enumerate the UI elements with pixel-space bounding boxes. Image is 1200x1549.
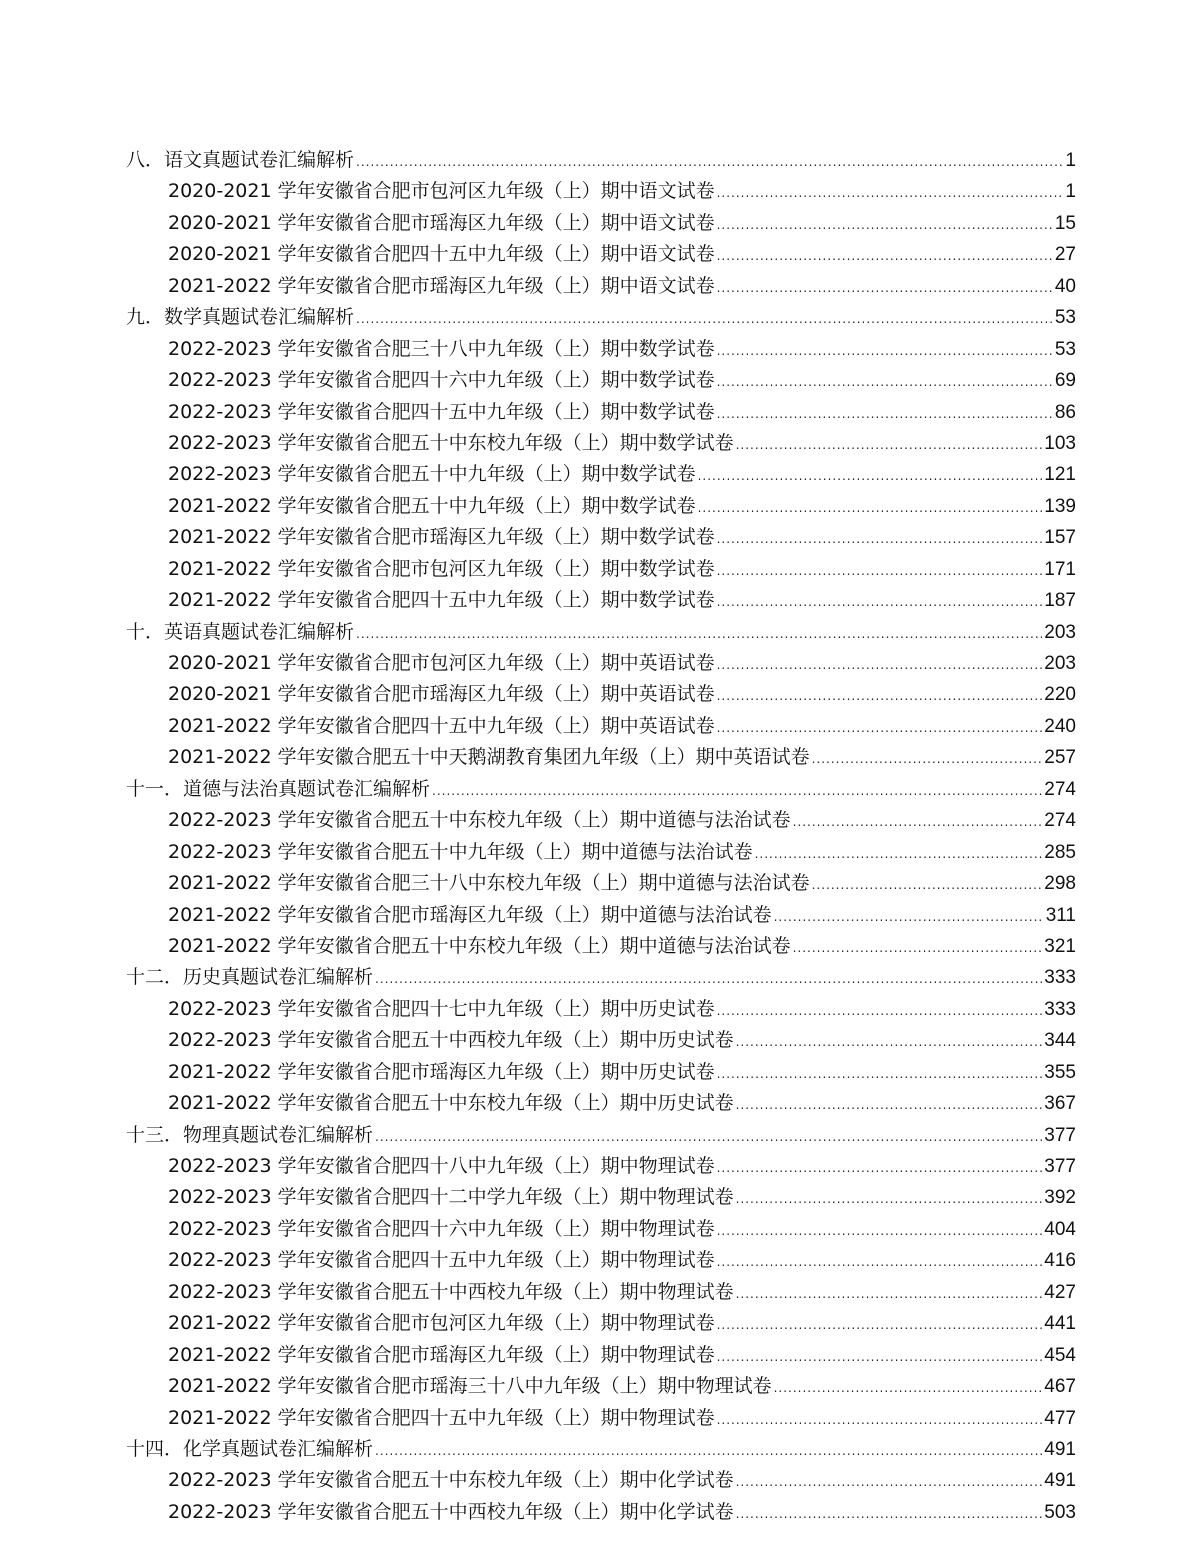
dot-leader	[356, 147, 1063, 178]
toc-section-heading[interactable]	[126, 1434, 1076, 1465]
toc-entry-title: 2022-2023 学年安徽省合肥五十中西校九年级（上）期中化学试卷	[168, 1500, 734, 1523]
toc-page-number: 274	[1044, 778, 1076, 800]
toc-entry-title: 2021-2022 学年安徽省合肥四十五中九年级（上）期中数学试卷	[168, 589, 715, 612]
toc-entry-title: 2022-2023 学年安徽省合肥四十七中九年级（上）期中历史试卷	[168, 997, 715, 1020]
dot-leader	[717, 587, 1043, 618]
toc-entry-title: 2021-2022 学年安徽省合肥市包河区九年级（上）期中物理试卷	[168, 1312, 715, 1335]
toc-entry[interactable]	[126, 1151, 1076, 1182]
dot-leader	[755, 839, 1043, 870]
toc-section-heading[interactable]	[126, 145, 1076, 176]
toc-entry-title: 2021-2022 学年安徽省合肥市瑶海区九年级（上）期中道德与法治试卷	[168, 903, 772, 926]
toc-page-number: 491	[1044, 1438, 1076, 1460]
dot-leader	[375, 1122, 1042, 1153]
toc-entry[interactable]	[126, 491, 1076, 522]
toc-page-number: 404	[1044, 1218, 1076, 1240]
dot-leader	[793, 807, 1043, 838]
dot-leader	[356, 619, 1042, 650]
dot-leader	[698, 493, 1043, 524]
toc-entry[interactable]	[126, 554, 1076, 585]
toc-entry-title: 2022-2023 学年安徽省合肥四十六中九年级（上）期中数学试卷	[168, 369, 715, 392]
toc-page-number: 220	[1044, 684, 1076, 706]
toc-entry[interactable]	[126, 1057, 1076, 1088]
toc-page-number: 467	[1044, 1376, 1076, 1398]
dot-leader	[736, 1027, 1043, 1058]
table-of-contents	[126, 145, 1076, 1528]
toc-entry-title: 2020-2021 学年安徽省合肥市包河区九年级（上）期中英语试卷	[168, 652, 715, 674]
toc-entry[interactable]	[126, 711, 1076, 742]
dot-leader	[717, 1310, 1043, 1341]
dot-leader	[812, 744, 1043, 775]
toc-entry-title: 2021-2022 学年安徽省合肥三十八中东校九年级（上）期中道德与法治试卷	[168, 872, 810, 895]
toc-entry[interactable]	[126, 428, 1076, 459]
dot-leader	[717, 1342, 1043, 1373]
toc-page-number: 285	[1044, 841, 1076, 863]
dot-leader	[736, 1184, 1043, 1215]
dot-leader	[698, 461, 1043, 492]
toc-entry-title: 2021-2022 学年安徽省合肥四十五中九年级（上）期中物理试卷	[168, 1406, 715, 1429]
toc-page-number: 257	[1044, 747, 1076, 769]
toc-entry-title: 2022-2023 学年安徽省合肥五十中九年级（上）期中数学试卷	[168, 463, 696, 486]
toc-entry[interactable]	[126, 1497, 1076, 1528]
dot-leader	[717, 336, 1053, 367]
dot-leader	[812, 870, 1043, 901]
toc-page-number: 203	[1044, 621, 1076, 643]
dot-leader	[717, 713, 1043, 744]
toc-entry-title: 十三．物理真题试卷汇编解析	[126, 1123, 374, 1146]
toc-entry[interactable]	[126, 334, 1076, 365]
toc-page-number: 377	[1044, 1124, 1076, 1146]
toc-page-number: 274	[1044, 810, 1076, 832]
toc-entry-title: 2022-2023 学年安徽省合肥四十六中九年级（上）期中物理试卷	[168, 1217, 715, 1240]
toc-page-number: 367	[1044, 1093, 1076, 1115]
toc-entry-title: 2022-2023 学年安徽省合肥四十五中九年级（上）期中物理试卷	[168, 1249, 715, 1272]
toc-entry-title: 2021-2022 学年安徽省合肥四十五中九年级（上）期中英语试卷	[168, 714, 715, 737]
toc-entry-title: 2022-2023 学年安徽省合肥三十八中九年级（上）期中数学试卷	[168, 337, 715, 360]
toc-entry[interactable]	[126, 271, 1076, 302]
toc-entry-title: 2022-2023 学年安徽省合肥四十五中九年级（上）期中数学试卷	[168, 400, 715, 423]
toc-entry-title: 2021-2022 学年安徽省合肥市瑶海三十八中九年级（上）期中物理试卷	[168, 1375, 772, 1398]
toc-page-number: 27	[1054, 244, 1076, 266]
toc-entry[interactable]	[126, 868, 1076, 899]
dot-leader	[736, 1279, 1043, 1310]
dot-leader	[717, 273, 1053, 304]
dot-leader	[717, 241, 1053, 272]
toc-page-number: 15	[1054, 212, 1076, 234]
dot-leader	[717, 1153, 1043, 1184]
toc-entry[interactable]	[126, 1245, 1076, 1276]
toc-entry-title: 十．英语真题试卷汇编解析	[126, 620, 355, 643]
toc-entry[interactable]	[126, 1340, 1076, 1371]
toc-entry-title: 2022-2023 学年安徽省合肥五十中九年级（上）期中道德与法治试卷	[168, 840, 753, 863]
toc-entry-title: 十二．历史真题试卷汇编解析	[126, 966, 374, 989]
toc-page-number: 139	[1044, 495, 1076, 517]
dot-leader	[717, 1405, 1043, 1436]
toc-entry[interactable]	[126, 459, 1076, 490]
dot-leader	[774, 902, 1044, 933]
toc-page-number: 454	[1044, 1344, 1076, 1366]
toc-page-number: 69	[1054, 370, 1076, 392]
dot-leader	[717, 996, 1043, 1027]
toc-page-number: 427	[1044, 1281, 1076, 1303]
toc-entry[interactable]	[126, 648, 1076, 679]
toc-entry-title: 2021-2022 学年安徽省合肥市包河区九年级（上）期中数学试卷	[168, 557, 715, 580]
dot-leader	[736, 1090, 1043, 1121]
toc-entry[interactable]	[126, 522, 1076, 553]
toc-entry[interactable]	[126, 805, 1076, 836]
toc-page-number: 441	[1044, 1313, 1076, 1335]
toc-entry-title: 2021-2022 学年安徽省合肥市瑶海区九年级（上）期中数学试卷	[168, 526, 715, 549]
dot-leader	[717, 399, 1053, 430]
toc-entry-title: 九．数学真题试卷汇编解析	[126, 306, 355, 329]
toc-entry-title: 十四．化学真题试卷汇编解析	[126, 1437, 374, 1460]
toc-entry[interactable]	[126, 742, 1076, 773]
toc-entry[interactable]	[126, 1025, 1076, 1056]
toc-entry[interactable]	[126, 931, 1076, 962]
toc-entry[interactable]	[126, 176, 1076, 207]
dot-leader	[717, 524, 1043, 555]
toc-entry-title: 2022-2023 学年安徽省合肥四十二中学九年级（上）期中物理试卷	[168, 1186, 734, 1209]
toc-page-number: 1	[1065, 150, 1076, 171]
toc-entry-title: 2020-2021 学年安徽省合肥市瑶海区九年级（上）期中英语试卷	[168, 683, 715, 706]
toc-entry[interactable]	[126, 900, 1076, 931]
toc-page-number: 1	[1065, 181, 1076, 203]
toc-entry[interactable]	[126, 837, 1076, 868]
toc-entry-title: 2020-2021 学年安徽省合肥市包河区九年级（上）期中语文试卷	[168, 180, 715, 203]
toc-entry-title: 八．语文真题试卷汇编解析	[126, 149, 355, 171]
toc-entry-title: 2021-2022 学年安徽省合肥市瑶海区九年级（上）期中语文试卷	[168, 274, 715, 297]
dot-leader	[717, 1059, 1043, 1090]
toc-entry[interactable]	[126, 397, 1076, 428]
toc-entry-title: 2021-2022 学年安徽省合肥市瑶海区九年级（上）期中历史试卷	[168, 1060, 715, 1083]
toc-page-number: 203	[1044, 653, 1076, 674]
toc-page-number: 53	[1054, 338, 1076, 360]
toc-page-number: 416	[1044, 1250, 1076, 1272]
toc-entry-title: 2021-2022 学年安徽省合肥五十中东校九年级（上）期中历史试卷	[168, 1092, 734, 1115]
toc-section-heading[interactable]	[126, 962, 1076, 993]
toc-entry[interactable]	[126, 1403, 1076, 1434]
dot-leader	[736, 1467, 1043, 1498]
toc-entry-title: 2020-2021 学年安徽省合肥四十五中九年级（上）期中语文试卷	[168, 243, 715, 266]
toc-page-number: 311	[1045, 904, 1076, 926]
dot-leader	[432, 776, 1042, 807]
toc-page-number: 333	[1044, 967, 1076, 989]
toc-entry-title: 2022-2023 学年安徽省合肥五十中东校九年级（上）期中道德与法治试卷	[168, 809, 791, 832]
toc-entry-title: 2021-2022 学年安徽省合肥五十中东校九年级（上）期中道德与法治试卷	[168, 934, 791, 957]
dot-leader	[774, 1373, 1043, 1404]
toc-section-heading[interactable]	[126, 1120, 1076, 1151]
toc-entry[interactable]	[126, 239, 1076, 270]
dot-leader	[717, 178, 1064, 209]
toc-page-number: 355	[1044, 1061, 1076, 1083]
toc-entry[interactable]	[126, 1214, 1076, 1245]
dot-leader	[717, 650, 1043, 681]
toc-entry-title: 十一．道德与法治真题试卷汇编解析	[126, 777, 431, 800]
dot-leader	[375, 1436, 1042, 1467]
toc-entry[interactable]	[126, 1371, 1076, 1402]
toc-entry[interactable]	[126, 1465, 1076, 1496]
dot-leader	[717, 556, 1043, 587]
dot-leader	[717, 210, 1053, 241]
toc-page-number: 171	[1044, 558, 1076, 580]
toc-entry-title: 2022-2023 学年安徽省合肥四十八中九年级（上）期中物理试卷	[168, 1155, 715, 1177]
dot-leader	[717, 1247, 1043, 1278]
toc-entry[interactable]	[126, 679, 1076, 710]
toc-page-number: 321	[1044, 935, 1076, 957]
toc-page-number: 121	[1044, 464, 1076, 486]
toc-page-number: 377	[1044, 1156, 1076, 1177]
dot-leader	[356, 304, 1053, 335]
toc-entry-title: 2022-2023 学年安徽省合肥五十中东校九年级（上）期中数学试卷	[168, 431, 734, 454]
toc-entry[interactable]	[126, 365, 1076, 396]
toc-entry-title: 2022-2023 学年安徽省合肥五十中西校九年级（上）期中历史试卷	[168, 1029, 734, 1052]
toc-page-number: 103	[1044, 432, 1076, 454]
dot-leader	[717, 681, 1043, 712]
toc-page-number: 157	[1044, 527, 1076, 549]
toc-entry-title: 2021-2022 学年安徽合肥五十中天鹅湖教育集团九年级（上）期中英语试卷	[168, 746, 810, 769]
toc-page-number: 53	[1054, 307, 1076, 329]
toc-entry[interactable]	[126, 1088, 1076, 1119]
dot-leader	[736, 1499, 1043, 1530]
toc-page-number: 333	[1044, 998, 1076, 1020]
toc-entry-title: 2020-2021 学年安徽省合肥市瑶海区九年级（上）期中语文试卷	[168, 211, 715, 234]
toc-page-number: 86	[1054, 401, 1076, 423]
toc-page-number: 187	[1044, 590, 1076, 612]
toc-section-heading[interactable]	[126, 302, 1076, 333]
toc-page-number: 298	[1044, 873, 1076, 895]
toc-entry[interactable]	[126, 1277, 1076, 1308]
toc-entry-title: 2022-2023 学年安徽省合肥五十中西校九年级（上）期中物理试卷	[168, 1280, 734, 1303]
toc-entry[interactable]	[126, 208, 1076, 239]
toc-page-number: 240	[1044, 715, 1076, 737]
toc-section-heading[interactable]	[126, 617, 1076, 648]
dot-leader	[793, 933, 1043, 964]
toc-page-number: 392	[1044, 1187, 1076, 1209]
dot-leader	[375, 964, 1042, 995]
dot-leader	[717, 367, 1053, 398]
toc-entry[interactable]	[126, 1308, 1076, 1339]
toc-entry-title: 2021-2022 学年安徽省合肥五十中九年级（上）期中数学试卷	[168, 494, 696, 517]
toc-page-number: 491	[1044, 1470, 1076, 1492]
toc-entry[interactable]	[126, 585, 1076, 616]
dot-leader	[736, 430, 1043, 461]
toc-page-number: 344	[1044, 1030, 1076, 1052]
toc-entry[interactable]	[126, 1182, 1076, 1213]
toc-entry[interactable]	[126, 994, 1076, 1025]
dot-leader	[717, 1216, 1043, 1247]
toc-page-number: 503	[1044, 1501, 1076, 1523]
toc-page-number: 40	[1054, 275, 1076, 297]
toc-entry-title: 2022-2023 学年安徽省合肥五十中东校九年级（上）期中化学试卷	[168, 1469, 734, 1492]
toc-entry-title: 2021-2022 学年安徽省合肥市瑶海区九年级（上）期中物理试卷	[168, 1343, 715, 1366]
toc-section-heading[interactable]	[126, 774, 1076, 805]
toc-page-number: 477	[1044, 1407, 1076, 1429]
